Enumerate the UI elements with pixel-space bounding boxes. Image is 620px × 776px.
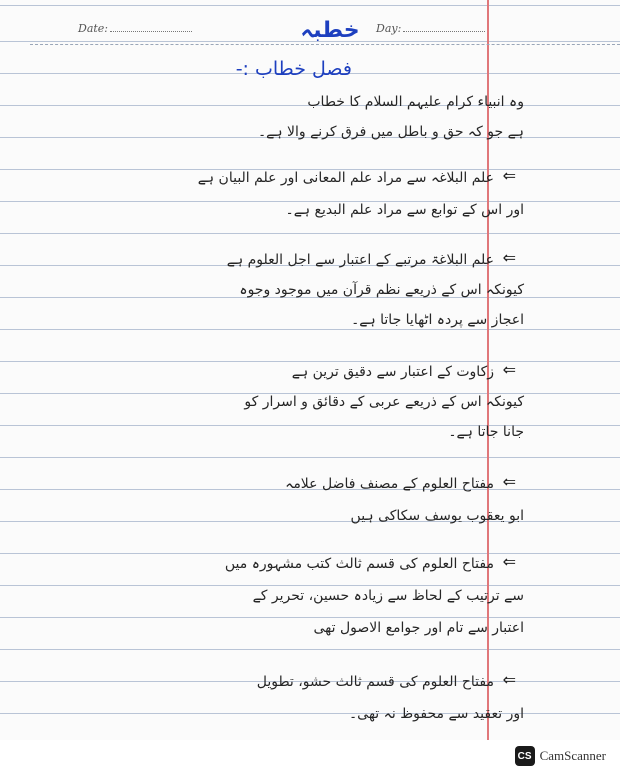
arrow-icon: ⇐ — [502, 360, 516, 379]
arrow-icon: ⇐ — [502, 472, 516, 491]
text-line: سے ترتیب کے لحاظ سے زیادہ حسین، تحریر کے — [252, 588, 524, 604]
day-field — [376, 22, 485, 35]
date-label: Date: — [78, 22, 109, 35]
text-line: ہے جو کہ حق و باطل میں فرق کرنے والا ہے۔ — [257, 124, 524, 140]
text-line: اعجاز سے پردہ اٹھایا جاتا ہے۔ — [351, 312, 524, 328]
text-line: مفتاح العلوم کے مصنف فاضل علامہ — [285, 476, 494, 492]
text-line: اور تعقید سے محفوظ نہ تھی۔ — [348, 706, 524, 722]
arrow-icon: ⇐ — [502, 248, 516, 267]
camscanner-brand: CamScanner — [539, 748, 606, 763]
text-line: جانا جاتا ہے۔ — [448, 424, 524, 440]
text-line: مفتاح العلوم کی قسم ثالث کتب مشہورہ میں — [224, 556, 494, 572]
arrow-icon: ⇐ — [502, 166, 516, 185]
camscanner-watermark — [515, 746, 606, 766]
day-label: Day: — [376, 22, 402, 35]
header-divider — [30, 44, 620, 45]
text-line: کیونکہ اس کے ذریعے نظم قرآن میں موجود وجوہ — [239, 282, 524, 298]
date-field — [78, 22, 192, 35]
text-line: اور اس کے توابع سے مراد علم البدیع ہے۔ — [285, 202, 524, 218]
text-line: وہ انبیاء کرام علیہم السلام کا خطاب — [307, 94, 524, 110]
text-line: ابو یعقوب یوسف سکاکی ہیں — [350, 508, 524, 524]
text-line: اعتبار سے تام اور جوامع الاصول تھی — [313, 620, 524, 636]
text-line: مفتاح العلوم کی قسم ثالث حشو، تطویل — [256, 674, 494, 690]
text-line: زکاوت کے اعتبار سے دقیق ترین ہے — [291, 364, 494, 380]
text-line: علم البلاغۃ مرتبے کے اعتبار سے اجل العلوم ہے — [226, 252, 494, 268]
text-line: علم البلاغہ سے مراد علم المعانی اور علم البیان ہے — [197, 170, 494, 186]
page-title: خطبہ — [300, 18, 360, 43]
arrow-icon: ⇐ — [502, 552, 516, 571]
camscanner-logo-icon: CS — [515, 746, 535, 766]
page-subtitle: فصل خطاب :- — [235, 58, 352, 80]
arrow-icon: ⇐ — [502, 670, 516, 689]
text-line: کیونکہ اس کے ذریعے عربی کے دقائق و اسرار کو — [244, 394, 524, 410]
